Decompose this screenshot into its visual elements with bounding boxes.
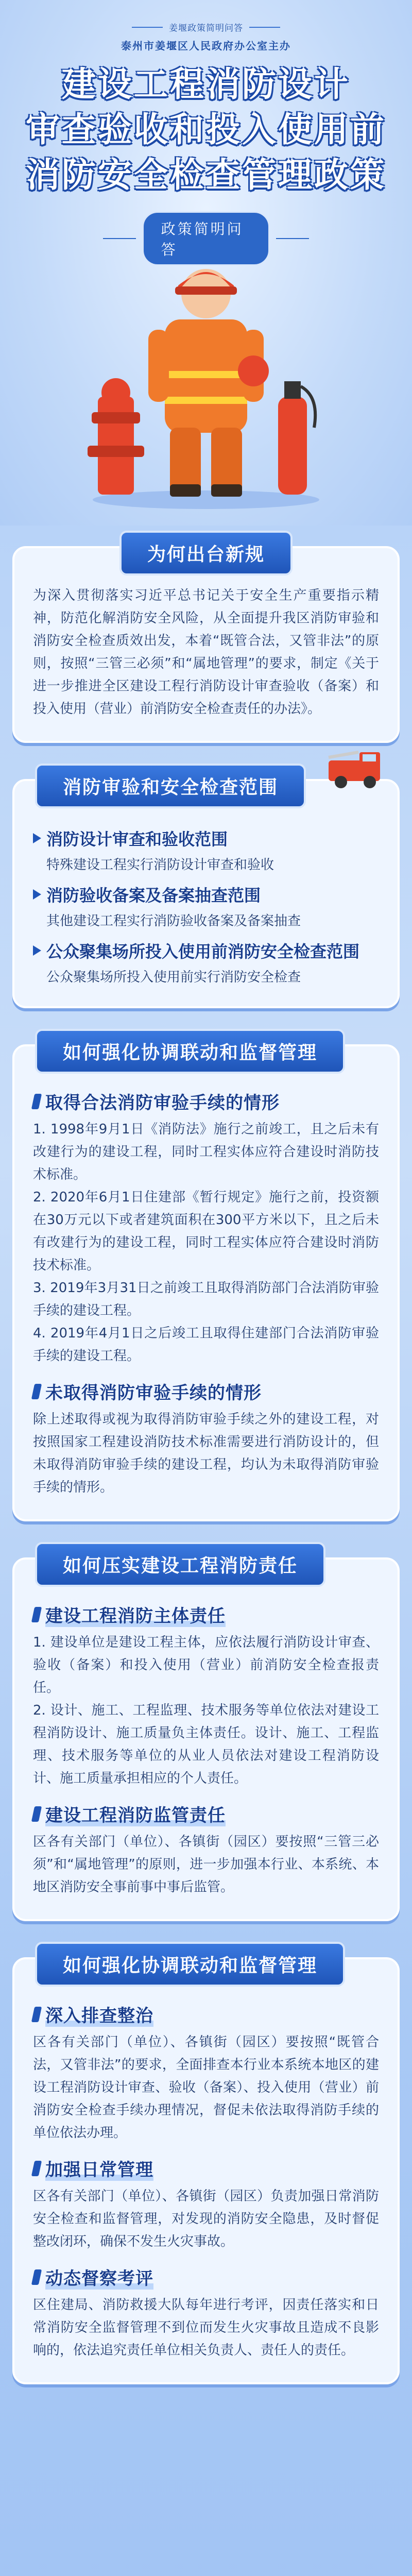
subheading [33, 1602, 379, 1627]
scope-item-title [33, 883, 379, 906]
subtitle-decor-right [276, 238, 309, 239]
section-scope [12, 779, 400, 1008]
section-heading: 如何强化协调联动和监督管理 [35, 1029, 345, 1074]
scope-item-desc: 其他建设工程实行消防验收备案及备案抽查 [46, 913, 301, 929]
subheading-text: 建设工程消防监管责任 [45, 1801, 226, 1826]
scope-item [33, 883, 379, 929]
triangle-icon [33, 833, 41, 843]
section-body: 区住建局、消防救援大队每年进行考评，因责任落实和日常消防安全监督管理不到位而发生火灾事故且造成不良影响的，依法追究责任单位相关负责人、责任人的责任。 [33, 2297, 379, 2358]
title-line-3: 消防安全检查管理政策 [26, 155, 386, 195]
subtitle-decor-left [103, 238, 136, 239]
bar-icon [31, 2161, 42, 2176]
section-body: 除上述取得或视为取得消防审验手续之外的建设工程，对按照国家工程建设消防技术标准需要进行消防设计的，但未取得消防审验手续的建设工程，均认为未取得消防审验手续的情形。 [33, 1412, 379, 1495]
subheading [33, 2156, 379, 2181]
scope-item-title [33, 826, 379, 850]
subheading-text: 取得合法消防审验手续的情形 [45, 1093, 280, 1113]
subheading-text: 深入排查整治 [45, 2002, 153, 2027]
scope-item-desc: 公众聚集场所投入使用前实行消防安全检查 [46, 970, 301, 985]
bar-icon [31, 1384, 42, 1399]
scope-item-title-text: 消防设计审查和验收范围 [46, 829, 228, 849]
subheading [33, 2264, 379, 2290]
subheading-text: 建设工程消防主体责任 [45, 1602, 226, 1627]
top-banner [62, 21, 350, 53]
section-heading: 消防审验和安全检查范围 [35, 764, 306, 808]
firefighter-illustration [88, 242, 324, 510]
subtitle: 政策简明问答 [142, 211, 270, 266]
section-coordination [12, 1044, 400, 1521]
subheading-text: 未取得消防审验手续的情形 [45, 1383, 262, 1403]
hero [0, 0, 412, 526]
list-item: 1. 建设单位是建设工程主体，应依法履行消防设计审查、验收（备案）和投入使用（营业）前消防安全检查报责任。 [33, 1635, 379, 1696]
section-heading: 如何压实建设工程消防责任 [35, 1542, 325, 1587]
triangle-icon [33, 889, 41, 900]
section-body: 区各有关部门（单位）、各镇街（园区）要按照“既管合法，又管非法”的要求，全面排查本行业本系统本地区的建设工程消防设计审查、验收（备案）、投入使用（营业）前消防安全检查手续办理情况，督促未依法取得消防手续的单位依法办理。 [33, 2035, 379, 2141]
title-line-1: 建设工程消防设计 [62, 64, 350, 104]
section-heading: 为何出台新规 [119, 531, 293, 575]
triangle-icon [33, 945, 41, 956]
list-item: 1. 1998年9月1日《消防法》施行之前竣工，且之后未有改建行为的建设工程，同时工程实体应符合建设时消防技术标准。 [33, 1122, 379, 1182]
firefighter-figure [148, 269, 269, 497]
section-heading: 如何强化协调联动和监督管理 [35, 1942, 345, 1987]
section-why-new-rules [12, 546, 400, 743]
section-responsibility [12, 1557, 400, 1921]
subheading-text: 动态督察考评 [45, 2264, 153, 2290]
list-item: 4. 2019年4月1日之后竣工且取得住建部门合法消防审验手续的建设工程。 [33, 1326, 379, 1364]
bar-icon [31, 1094, 42, 1109]
title-line-2: 审查验收和投入使用前 [26, 110, 386, 149]
subheading [33, 1089, 379, 1114]
series-tag: 姜堰政策简明问答 [62, 21, 350, 33]
host-org: 泰州市姜堰区人民政府办公室主办 [121, 40, 291, 52]
subheading [33, 2002, 379, 2027]
scope-item [33, 826, 379, 873]
bar-icon [31, 2007, 42, 2022]
fire-truck-icon [323, 745, 385, 791]
scope-item [33, 939, 379, 986]
list-item: 2. 设计、施工、工程监理、技术服务等单位依法对建设工程消防设计、施工质量负主体责任。设计、施工、工程监理、技术服务等单位的从业人员依法对建设工程消防设计、施工质量承担相应的个人责任。 [33, 1703, 379, 1786]
bar-icon [31, 1607, 42, 1622]
fire-hydrant-icon [88, 378, 144, 495]
scope-item-title-text: 消防验收备案及备案抽查范围 [46, 886, 261, 905]
scope-item-desc: 特殊建设工程实行消防设计审查和验收 [46, 857, 274, 873]
section-body: 为深入贯彻落实习近平总书记关于安全生产重要指示精神，防范化解消防安全风险，从全面提升我区消防审验和消防安全检查质效出发，本着“既管合法，又管非法”的原则，按照“三管三必须”和“属地管理”的要求，制定《关于进一步推进全区建设工程行消防设计审查验收（备案）和投入使用（营业）前消防安全检查责任的办法》。 [33, 588, 379, 717]
subheading [33, 1801, 379, 1826]
list-item: 3. 2019年3月31日之前竣工且取得消防部门合法消防审验手续的建设工程。 [33, 1280, 379, 1318]
list-item: 2. 2020年6月1日住建部《暂行规定》施行之前，投资额在30万元以下或者建筑面积在300平方米以下，且之后未有改建行为的建设工程，同时工程实体应符合建设时消防技术标准。 [33, 1190, 379, 1273]
scope-item-title [33, 939, 379, 962]
section-supervision [12, 1957, 400, 2384]
extinguisher-icon [278, 381, 315, 495]
section-body: 区各有关部门（单位）、各镇街（园区）要按照“三管三必须”和“属地管理”的原则，进一步加强本行业、本系统、本地区消防安全事前事中事后监管。 [33, 1834, 379, 1895]
bar-icon [31, 2269, 42, 2285]
subheading-text: 加强日常管理 [45, 2156, 153, 2181]
subheading [33, 1379, 379, 1404]
scope-item-title-text: 公众聚集场所投入使用前消防安全检查范围 [46, 942, 360, 961]
page-title [0, 62, 412, 198]
bar-icon [31, 1806, 42, 1822]
section-body: 区各有关部门（单位）、各镇街（园区）负责加强日常消防安全检查和监督管理，对发现的消防安全隐患，及时督促整改闭环，确保不发生火灾事故。 [33, 2189, 379, 2249]
